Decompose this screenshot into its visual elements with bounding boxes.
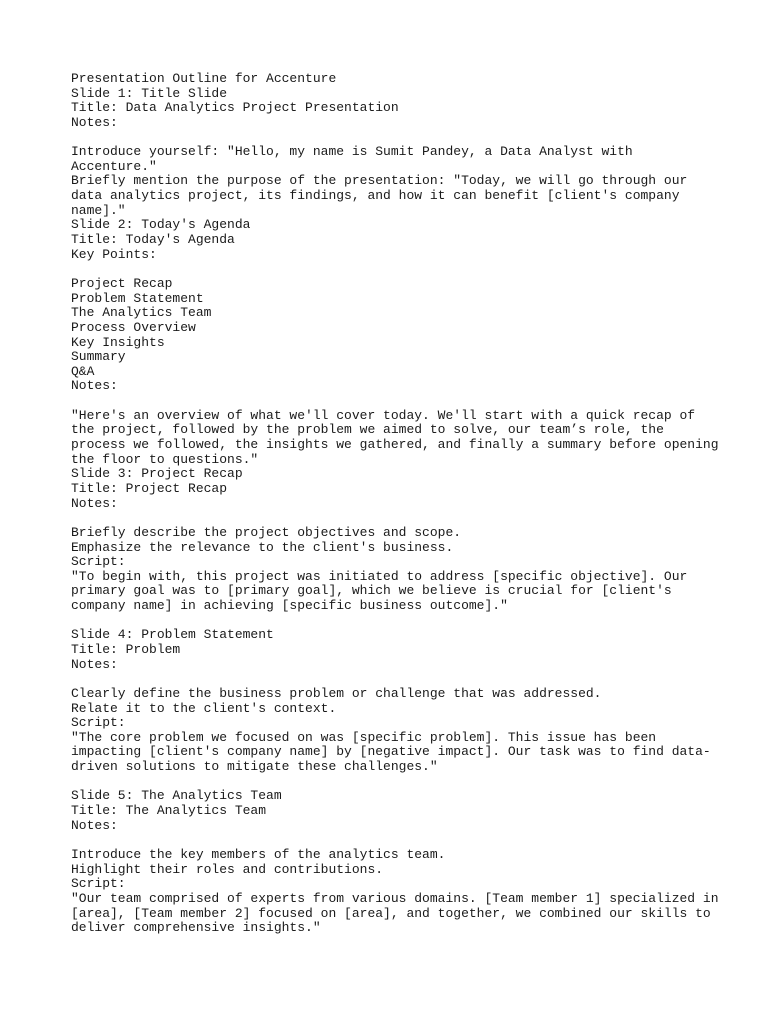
- document-line: Introduce the key members of the analytics team.: [71, 846, 446, 862]
- document-line: primary goal was to [primary goal], which we believe is crucial for [client's: [71, 583, 672, 599]
- document-line: Notes:: [71, 378, 118, 394]
- document-line: deliver comprehensive insights.": [71, 920, 321, 936]
- document-line: Script:: [71, 554, 126, 570]
- document-line: Accenture.": [71, 158, 157, 174]
- document-line: Briefly mention the purpose of the presentation: "Today, we will go through our: [71, 173, 688, 189]
- document-line: Title: Today's Agenda: [71, 232, 235, 248]
- document-line: Title: Data Analytics Project Presentation: [71, 100, 399, 116]
- blank-line: [71, 394, 731, 409]
- document-line: data analytics project, its findings, and how it can benefit [client's company: [71, 188, 680, 204]
- document-line: Script:: [71, 715, 126, 731]
- document-line: Slide 1: Title Slide: [71, 85, 228, 101]
- document-line: Summary: [71, 349, 126, 365]
- blank-line: [71, 833, 731, 848]
- document-body: [71, 72, 731, 936]
- document-line: Notes:: [71, 114, 118, 130]
- document-line: impacting [client's company name] by [negative impact]. Our task was to find data-: [71, 744, 711, 760]
- document-line: Title: Project Recap: [71, 480, 228, 496]
- document-line: Emphasize the relevance to the client's business.: [71, 539, 454, 555]
- document-line: Introduce yourself: "Hello, my name is Sumit Pandey, a Data Analyst with: [71, 144, 633, 160]
- document-line: Slide 3: Project Recap: [71, 466, 243, 482]
- document-line: "The core problem we focused on was [specific problem]. This issue has been: [71, 729, 657, 745]
- document-line: the floor to questions.": [71, 451, 259, 467]
- document-line: Slide 4: Problem Statement: [71, 627, 274, 643]
- document-line: Title: The Analytics Team: [71, 803, 267, 819]
- document-line: Presentation Outline for Accenture: [71, 71, 337, 86]
- document-line: name].": [71, 202, 126, 218]
- document-line: Notes:: [71, 817, 118, 833]
- document-line: Q&A: [71, 363, 95, 379]
- blank-line: [71, 511, 731, 526]
- document-line: Relate it to the client's context.: [71, 700, 337, 716]
- document-line: Slide 5: The Analytics Team: [71, 788, 282, 804]
- document-line: Clearly define the business problem or challenge that was addressed.: [71, 685, 602, 701]
- document-line: the project, followed by the problem we aimed to solve, our team’s role, the: [71, 422, 664, 438]
- document-line: process we followed, the insights we gathered, and finally a summary before opening: [71, 437, 719, 453]
- document-line: The Analytics Team: [71, 305, 212, 321]
- document-line: Title: Problem: [71, 641, 181, 657]
- document-line: Process Overview: [71, 319, 196, 335]
- document-line: company name] in achieving [specific business outcome].": [71, 598, 508, 614]
- document-line: Highlight their roles and contributions.: [71, 861, 384, 877]
- document-line: Key Insights: [71, 334, 165, 350]
- document-line: Slide 2: Today's Agenda: [71, 217, 251, 233]
- blank-line: [71, 672, 731, 687]
- document-line: Key Points:: [71, 246, 157, 262]
- blank-line: [71, 775, 731, 790]
- blank-line: [71, 131, 731, 146]
- document-line: "Here's an overview of what we'll cover today. We'll start with a quick recap of: [71, 407, 696, 423]
- document-line: Script:: [71, 876, 126, 892]
- document-line: Notes:: [71, 495, 118, 511]
- document-line: [area], [Team member 2] focused on [area], and together, we combined our skills to: [71, 905, 711, 921]
- document-line: Notes:: [71, 656, 118, 672]
- blank-line: [71, 614, 731, 629]
- document-line: Project Recap: [71, 275, 173, 291]
- document-line: driven solutions to mitigate these challenges.": [71, 759, 438, 775]
- document-line: "Our team comprised of experts from various domains. [Team member 1] specialized in: [71, 890, 719, 906]
- document-line: "To begin with, this project was initiated to address [specific objective]. Our: [71, 568, 688, 584]
- blank-line: [71, 262, 731, 277]
- document-line: Briefly describe the project objectives and scope.: [71, 524, 462, 540]
- document-line: Problem Statement: [71, 290, 204, 306]
